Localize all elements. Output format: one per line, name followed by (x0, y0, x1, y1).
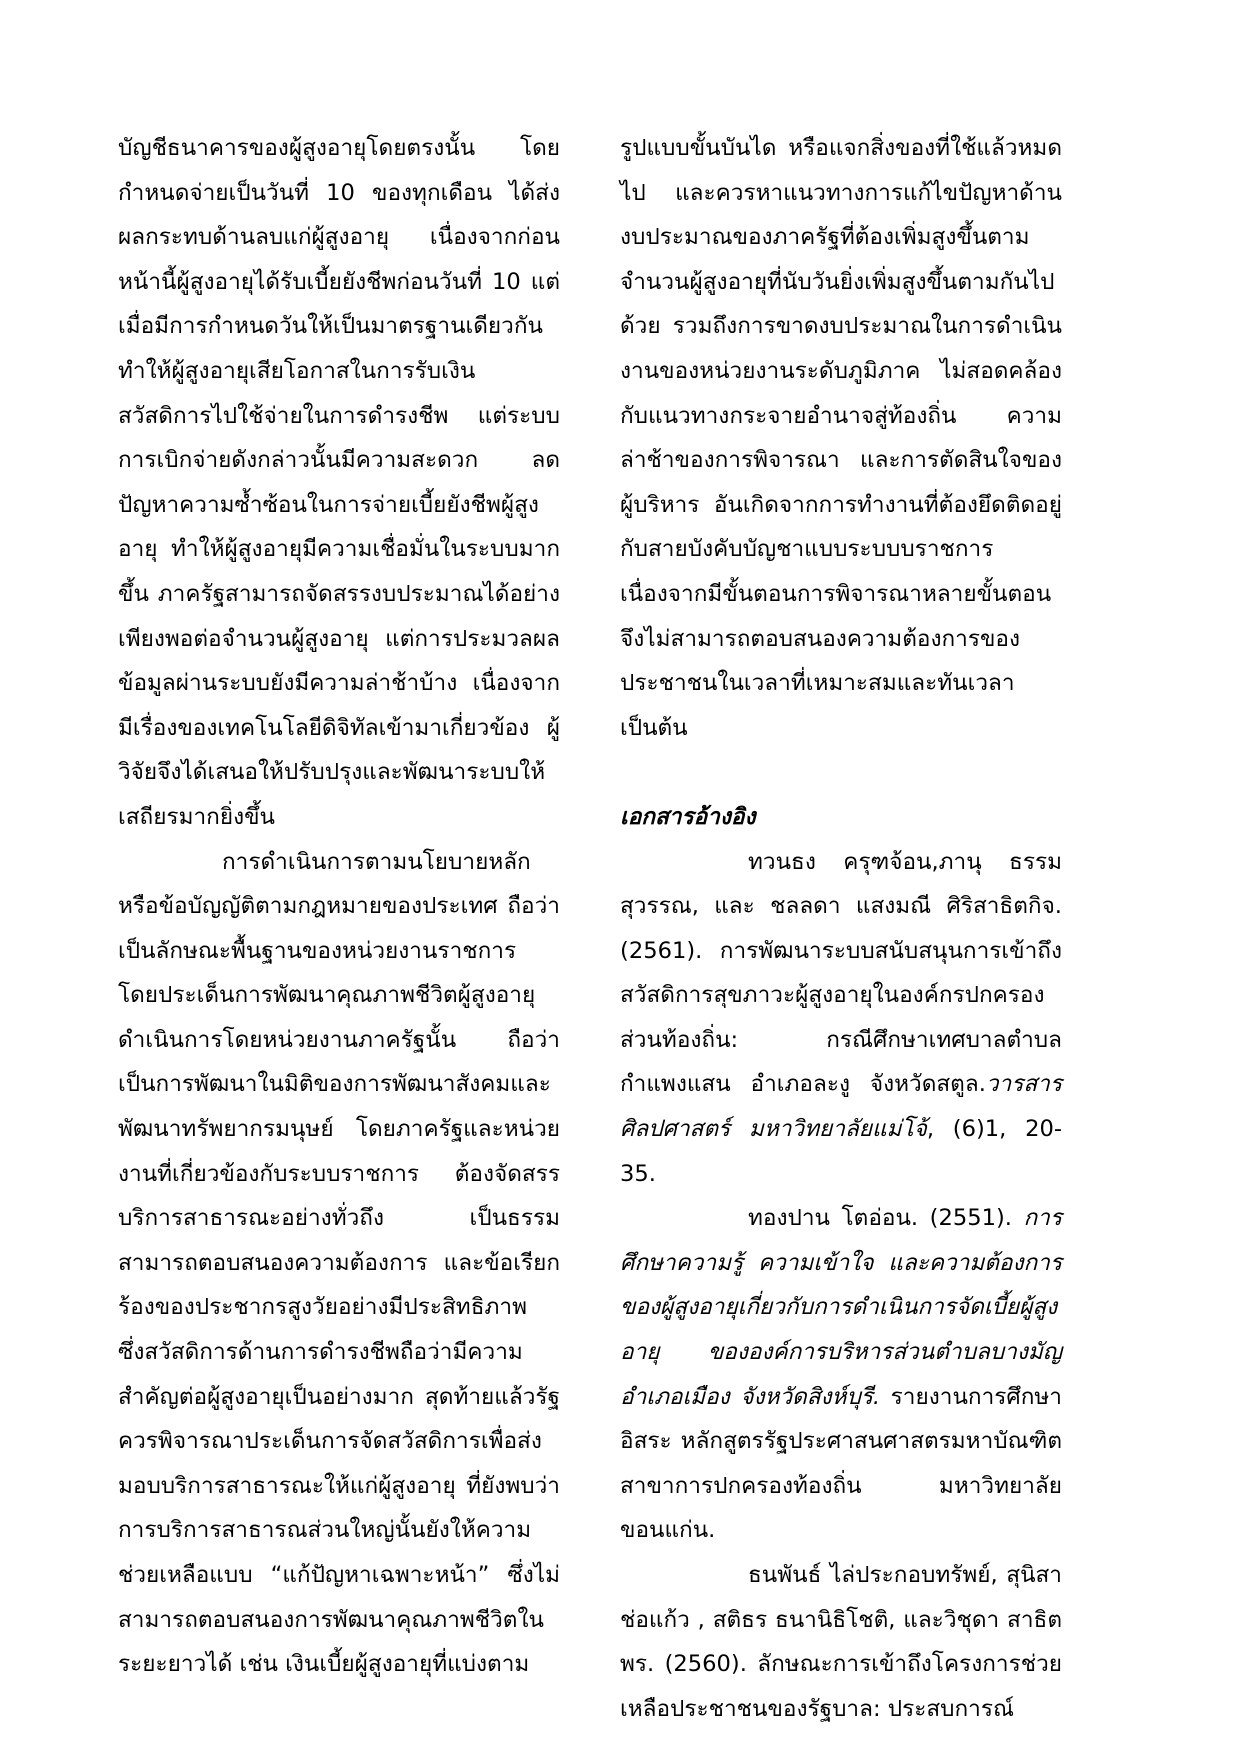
reference-1-title-italic: วารสารศิลปศาสตร์ มหาวิทยาลัยแม่โจ้ (620, 1071, 1062, 1143)
left-column (118, 126, 560, 1687)
reference-entry-2 (620, 1196, 1062, 1553)
section-gap (620, 750, 1062, 795)
left-paragraph-1 (118, 126, 560, 840)
left-paragraph-2 (118, 840, 560, 1687)
reference-1-plain-after: , (6)1, 20-35. (620, 1116, 1063, 1187)
reference-entry-1 (620, 840, 1062, 1197)
left-paragraph-2-text: การดำเนินการตามนโยบายหลักหรือข้อบัญญัติตามกฎหมายของประเทศ ถือว่าเป็นลักษณะพื้นฐานของหน่วยงานราชการ โดยประเด็นการพัฒนาคุณภาพชีวิตผู้สูงอายุดำเนินการโดยหน่วยงานภาครัฐนั้น ถือว่าเป็นการพัฒนาในมิติของการพัฒนาสังคมและพัฒนาทรัพยากรมนุษย์ โดยภาครัฐและหน่วยงานที่เกี่ยวข้องกับระบบราชการ ต้องจัดสรรบริการสาธารณะอย่างทั่วถึง เป็นธรรม สามารถตอบสนองความต้องการ และข้อเรียกร้องของประชากรสูงวัยอย่างมีประสิทธิภาพ ซึ่งสวัสดิการด้านการดำรงชีพถือว่ามีความสำคัญต่อผู้สูงอายุเป็นอย่างมาก สุดท้ายแล้วรัฐควรพิจารณาประเด็นการจัดสวัสดิการเพื่อส่งมอบบริการสาธารณะให้แก่ผู้สูงอายุ ที่ยังพบว่า การบริการสาธารณส่วนใหญ่นั้นยังให้ความช่วยเหลือแบบ “แก้ปัญหาเฉพาะหน้า” ซึ่งไม่สามารถตอบสนองการพัฒนาคุณภาพชีวิตในระยะยาวได้ เช่น เงินเบี้ยผู้สูงอายุที่แบ่งตาม (118, 848, 560, 1678)
right-paragraph-1-text: รูปแบบขั้นบันได หรือแจกสิ่งของที่ใช้แล้วหมดไป และควรหาแนวทางการแก้ไขปัญหาด้านงบประมาณของภาครัฐที่ต้องเพิ่มสูงขึ้นตามจำนวนผู้สูงอายุที่นับวันยิ่งเพิ่มสูงขึ้นตามกันไปด้วย รวมถึงการขาดงบประมาณในการดำเนินงานของหน่วยงานระดับภูมิภาค ไม่สอดคล้องกับแนวทางกระจายอำนาจสู่ท้องถิ่น ความล่าช้าของการพิจารณา และการตัดสินใจของผู้บริหาร อันเกิดจากการทำงานที่ต้องยึดติดอยู่กับสายบังคับบัญชาแบบระบบบราชการ เนื่องจากมีขั้นตอนการพิจารณาหลายขั้นตอน จึงไม่สามารถตอบสนองความต้องการของประชาชนในเวลาที่เหมาะสมและทันเวลา เป็นต้น (620, 135, 1062, 741)
reference-1-plain-before: ทวนธง ครุฑจ้อน,ภานุ ธรรมสุวรรณ, และ ชลลดา แสงมณี ศิริสาธิตกิจ. (2561). การพัฒนาระบบสนับสนุนการเข้าถึงสวัสดิการสุขภาวะผู้สูงอายุในองค์กรปกครองส่วนท้องถิ่น: กรณีศึกษาเทศบาลตำบลกำแพงแสน อำเภอละงู จังหวัดสตูล. (620, 848, 1062, 1098)
references-heading: เอกสารอ้างอิง (620, 803, 756, 830)
right-column (620, 126, 1062, 1731)
reference-2-title-italic: การศึกษาความรู้ ความเข้าใจ และความต้องการของผู้สูงอายุเกี่ยวกับการดำเนินการจัดเบี้ยผู้สูงอายุ ขององค์การบริหารส่วนตำบลบางมัญ อำเภอเมือง จังหวัดสิงห์บุรี. (620, 1205, 1062, 1410)
left-paragraph-1-text: บัญชีธนาคารของผู้สูงอายุโดยตรงนั้น โดยกำหนดจ่ายเป็นวันที่ 10 ของทุกเดือน ได้ส่งผลกระทบด้านลบแก่ผู้สูงอายุ เนื่องจากก่อนหน้านี้ผู้สูงอายุได้รับเบี้ยยังชีพก่อนวันที่ 10 แต่เมื่อมีการกำหนดวันให้เป็นมาตรฐานเดียวกัน ทำให้ผู้สูงอายุเสียโอกาสในการรับเงินสวัสดิการไปใช้จ่ายในการดำรงชีพ แต่ระบบการเบิกจ่ายดังกล่าวนั้นมีความสะดวก ลดปัญหาความซ้ำซ้อนในการจ่ายเบี้ยยังชีพผู้สูงอายุ ทำให้ผู้สูงอายุมีความเชื่อมั่นในระบบมากขึ้น ภาครัฐสามารถจัดสรรงบประมาณได้อย่างเพียงพอต่อจำนวนผู้สูงอายุ แต่การประมวลผลข้อมูลผ่านระบบยังมีความล่าช้าบ้าง เนื่องจากมีเรื่องของเทคโนโลยีดิจิทัลเข้ามาเกี่ยวข้อง ผู้วิจัยจึงได้เสนอให้ปรับปรุงและพัฒนาระบบให้เสถียรมากยิ่งขึ้น (118, 135, 560, 830)
right-paragraph-1 (620, 126, 1062, 750)
two-column-body (118, 126, 1122, 1731)
reference-3-plain-before: ธนพันธ์ ไล่ประกอบทรัพย์, สุนิสา ช่อแก้ว , สติธร ธนานิธิโชติ, และวิชุดา สาธิตพร. (2560). ลักษณะการเข้าถึงโครงการช่วยเหลือประชาชนของรัฐบาล: ประสบการณ์ (620, 1562, 1062, 1722)
reference-2-plain-before: ทองปาน โตอ่อน. (2551). (748, 1205, 1024, 1232)
reference-entry-3 (620, 1553, 1062, 1731)
reference-2-plain-after: รายงานการศึกษาอิสระ หลักสูตรรัฐประศาสนศาสตรมหาบัณฑิต สาขาการปกครองท้องถิ่น มหาวิทยาลัยขอนแก่น. (620, 1383, 1062, 1544)
